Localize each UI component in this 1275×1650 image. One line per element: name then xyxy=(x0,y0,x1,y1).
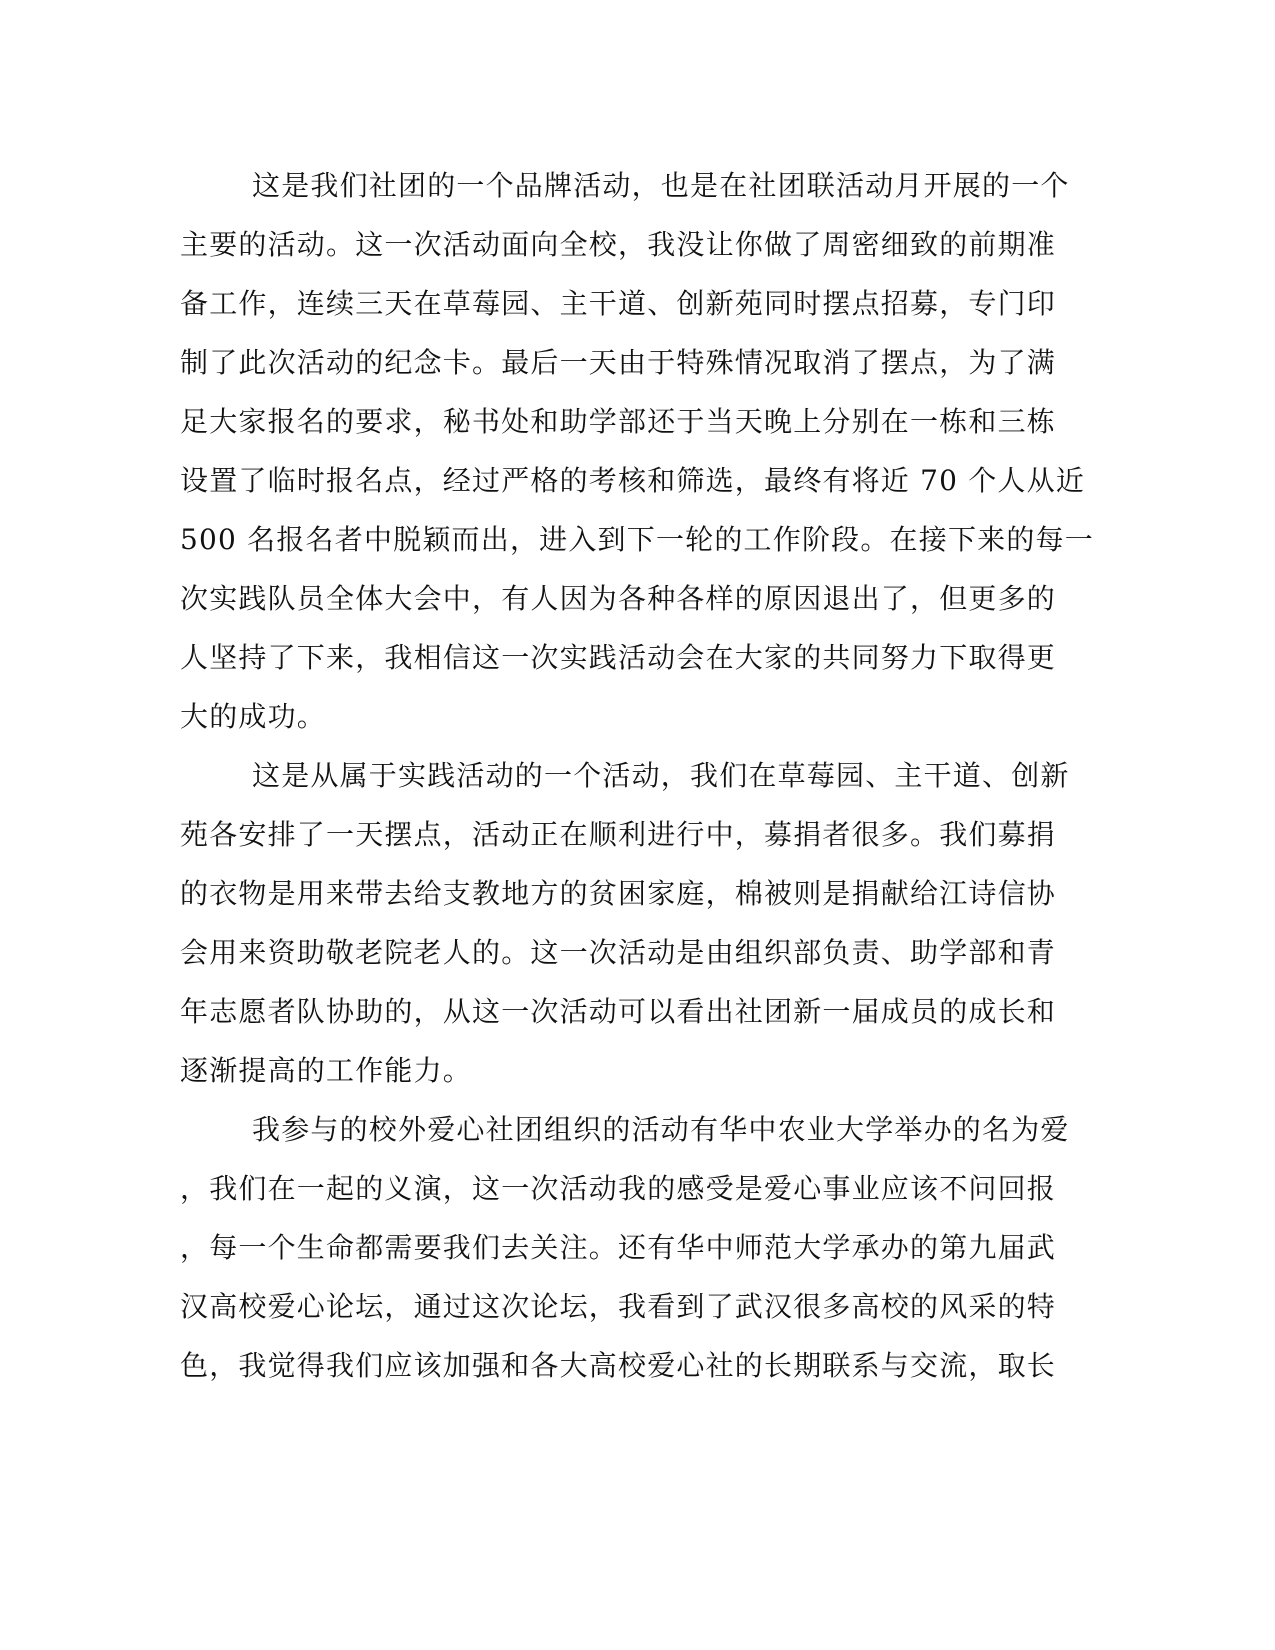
text-line: 汉高校爱心论坛，通过这次论坛，我看到了武汉很多高校的风采的特 xyxy=(180,1290,1057,1323)
text-line: 这是从属于实践活动的一个活动，我们在草莓园、主干道、创新 xyxy=(252,759,1070,792)
text-line: 足大家报名的要求，秘书处和助学部还于当天晚上分别在一栋和三栋 xyxy=(180,405,1057,438)
text-line: 色，我觉得我们应该加强和各大高校爱心社的长期联系与交流，取长 xyxy=(180,1349,1057,1382)
paragraph-2 xyxy=(180,746,1070,1100)
text-line: 会用来资助敬老院老人的。这一次活动是由组织部负责、助学部和青 xyxy=(180,936,1057,969)
text-line: 人坚持了下来，我相信这一次实践活动会在大家的共同努力下取得更 xyxy=(180,641,1057,674)
text-line: 备工作，连续三天在草莓园、主干道、创新苑同时摆点招募，专门印 xyxy=(180,287,1057,320)
text-line: ，我们在一起的义演，这一次活动我的感受是爱心事业应该不问回报 xyxy=(180,1172,1057,1205)
document-page xyxy=(180,156,1094,1395)
text-line: 制了此次活动的纪念卡。最后一天由于特殊情况取消了摆点，为了满 xyxy=(180,346,1057,379)
text-line: ，每一个生命都需要我们去关注。还有华中师范大学承办的第九届武 xyxy=(180,1231,1057,1264)
text-line: 的衣物是用来带去给支教地方的贫困家庭，棉被则是捐献给江诗信协 xyxy=(180,877,1057,910)
text-line: 苑各安排了一天摆点，活动正在顺利进行中，募捐者很多。我们募捐 xyxy=(180,818,1057,851)
text-line: 主要的活动。这一次活动面向全校，我没让你做了周密细致的前期准 xyxy=(180,228,1057,261)
text-line: 我参与的校外爱心社团组织的活动有华中农业大学举办的名为爱 xyxy=(252,1113,1070,1146)
text-line: 年志愿者队协助的，从这一次活动可以看出社团新一届成员的成长和 xyxy=(180,995,1057,1028)
text-line: 500 名报名者中脱颖而出，进入到下一轮的工作阶段。在接下来的每一 xyxy=(180,523,1094,556)
paragraph-3 xyxy=(180,1100,1070,1395)
text-line: 这是我们社团的一个品牌活动，也是在社团联活动月开展的一个 xyxy=(252,169,1070,202)
text-line: 大的成功。 xyxy=(180,700,327,733)
paragraph-1 xyxy=(180,156,1094,746)
text-line: 次实践队员全体大会中，有人因为各种各样的原因退出了，但更多的 xyxy=(180,582,1057,615)
text-line: 设置了临时报名点，经过严格的考核和筛选，最终有将近 70 个人从近 xyxy=(180,464,1086,497)
text-line: 逐渐提高的工作能力。 xyxy=(180,1054,473,1087)
